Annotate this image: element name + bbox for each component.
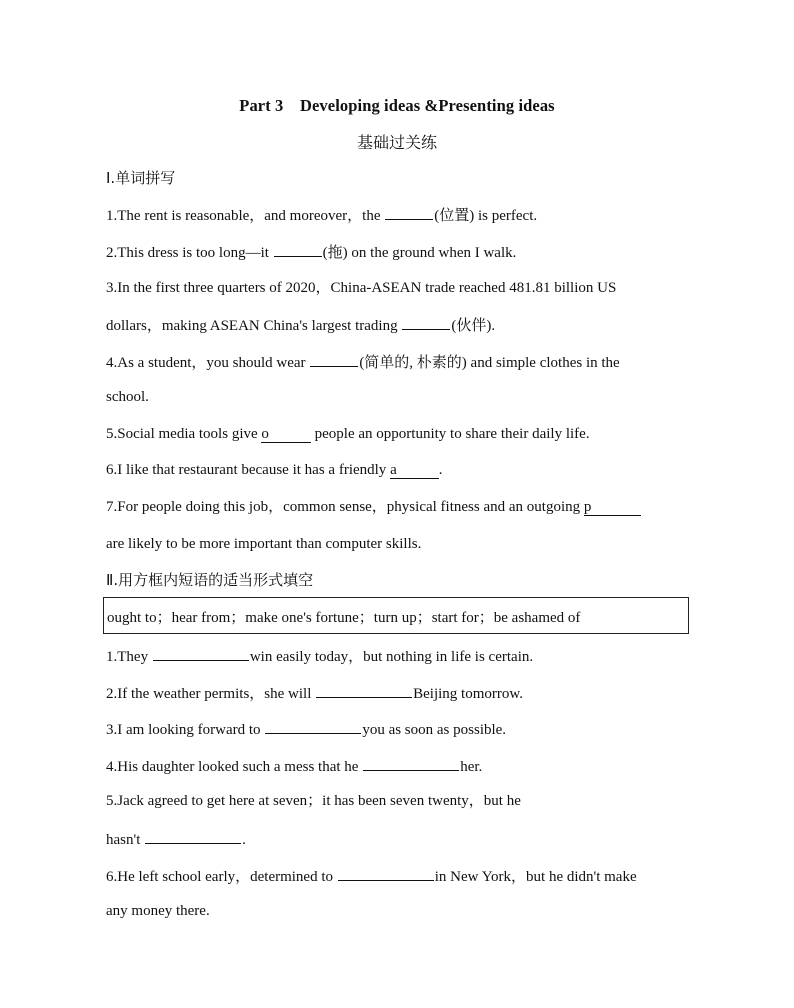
s1-q5-initial-letter: o — [261, 426, 269, 442]
s1-q5-blank[interactable] — [261, 426, 311, 443]
s1-q3-text-post: (伙伴). — [451, 318, 496, 334]
s1-question-2 — [106, 241, 516, 263]
s2-question-6 — [106, 865, 637, 887]
phrase-box — [103, 597, 689, 634]
s2-question-3 — [106, 718, 506, 740]
s2-question-1 — [106, 645, 533, 667]
s1-q3-text-pre: dollars，making ASEAN China's largest trading — [106, 318, 402, 334]
page-title: Part 3 Developing ideas &Presenting ideas — [239, 96, 555, 115]
s1-q2-text-post: (拖) on the ground when I walk. — [322, 245, 517, 261]
s1-question-4 — [106, 351, 620, 373]
page-subtitle: 基础过关练 — [356, 133, 437, 152]
phrase-box-text: ought to；hear from；make one's fortune；turn up；start for；be ashamed of — [107, 610, 581, 626]
s1-q7-initial-letter: p — [583, 499, 592, 515]
s2-q6-text-pre: 6.He left school early，determined to — [106, 869, 337, 885]
s2-q1-text-pre: 1.They — [106, 649, 152, 665]
s2-q2-text-post: Beijing tomorrow. — [413, 686, 523, 702]
s2-q5-blank[interactable] — [145, 828, 241, 844]
s2-question-5-line1: 5.Jack agreed to get here at seven；it has been seven twenty，but he — [106, 793, 521, 809]
s2-q4-text-pre: 4.His daughter looked such a mess that he — [106, 759, 363, 775]
s2-q3-text-pre: 3.I am looking forward to — [106, 722, 265, 738]
s1-question-7 — [106, 497, 641, 517]
s2-q5-text-pre: hasn't — [106, 832, 145, 848]
s2-question-5-line2 — [106, 828, 246, 850]
s2-q6-text-post: in New York，but he didn't make — [434, 869, 637, 885]
s2-question-6-line2: any money there. — [106, 903, 210, 919]
s1-q7-text-pre: 7.For people doing this job，common sense，physical fitness and an outgoing — [106, 499, 584, 515]
s2-q1-blank[interactable] — [153, 645, 249, 661]
s1-question-3-line1: 3.In the first three quarters of 2020，China-ASEAN trade reached 481.81 billion US — [106, 280, 617, 296]
s1-question-4-line2: school. — [106, 389, 149, 405]
s2-q2-blank[interactable] — [316, 682, 412, 698]
s2-q2-text-pre: 2.If the weather permits，she will — [106, 686, 316, 702]
s2-q5-text-post: . — [242, 832, 246, 848]
s1-q6-initial-letter: a — [390, 462, 397, 478]
s1-q1-blank[interactable] — [385, 204, 433, 220]
s1-q1-text-pre: 1.The rent is reasonable，and moreover，the — [106, 208, 385, 224]
s1-q6-blank[interactable] — [390, 462, 439, 479]
section1-heading: Ⅰ.单词拼写 — [106, 169, 176, 187]
s1-q6-text-pre: 6.I like that restaurant because it has a friendly — [106, 462, 391, 478]
s1-q2-blank[interactable] — [274, 241, 322, 257]
s2-q6-blank[interactable] — [338, 865, 434, 881]
s1-question-7-line2: are likely to be more important than computer skills. — [106, 536, 422, 552]
s2-question-2 — [106, 682, 523, 704]
s1-q6-text-post: . — [438, 462, 443, 478]
s1-q2-text-pre: 2.This dress is too long—it — [106, 245, 273, 261]
s1-question-6 — [106, 460, 442, 480]
section2-heading: Ⅱ.用方框内短语的适当形式填空 — [106, 571, 314, 589]
s1-q5-text-pre: 5.Social media tools give — [106, 426, 262, 442]
s1-question-3-line2 — [106, 314, 495, 336]
s1-question-1 — [106, 204, 537, 226]
s1-q4-blank[interactable] — [310, 351, 358, 367]
s2-q4-text-post: her. — [460, 759, 483, 775]
s1-q4-text-post: (简单的, 朴素的) and simple clothes in the — [359, 355, 620, 371]
s1-q1-text-post: (位置) is perfect. — [434, 208, 538, 224]
s2-q3-text-post: you as soon as possible. — [362, 722, 507, 738]
s1-question-5 — [106, 424, 590, 444]
s2-q4-blank[interactable] — [363, 755, 459, 771]
s2-question-4 — [106, 755, 482, 777]
s2-q3-blank[interactable] — [265, 718, 361, 734]
s1-q4-text-pre: 4.As a student，you should wear — [106, 355, 310, 371]
s2-q1-text-post: win easily today，but nothing in life is certain. — [249, 649, 534, 665]
s1-q5-text-post: people an opportunity to share their daily life. — [310, 426, 590, 442]
s1-q7-blank[interactable] — [584, 499, 642, 516]
s1-q3-blank[interactable] — [402, 314, 450, 330]
